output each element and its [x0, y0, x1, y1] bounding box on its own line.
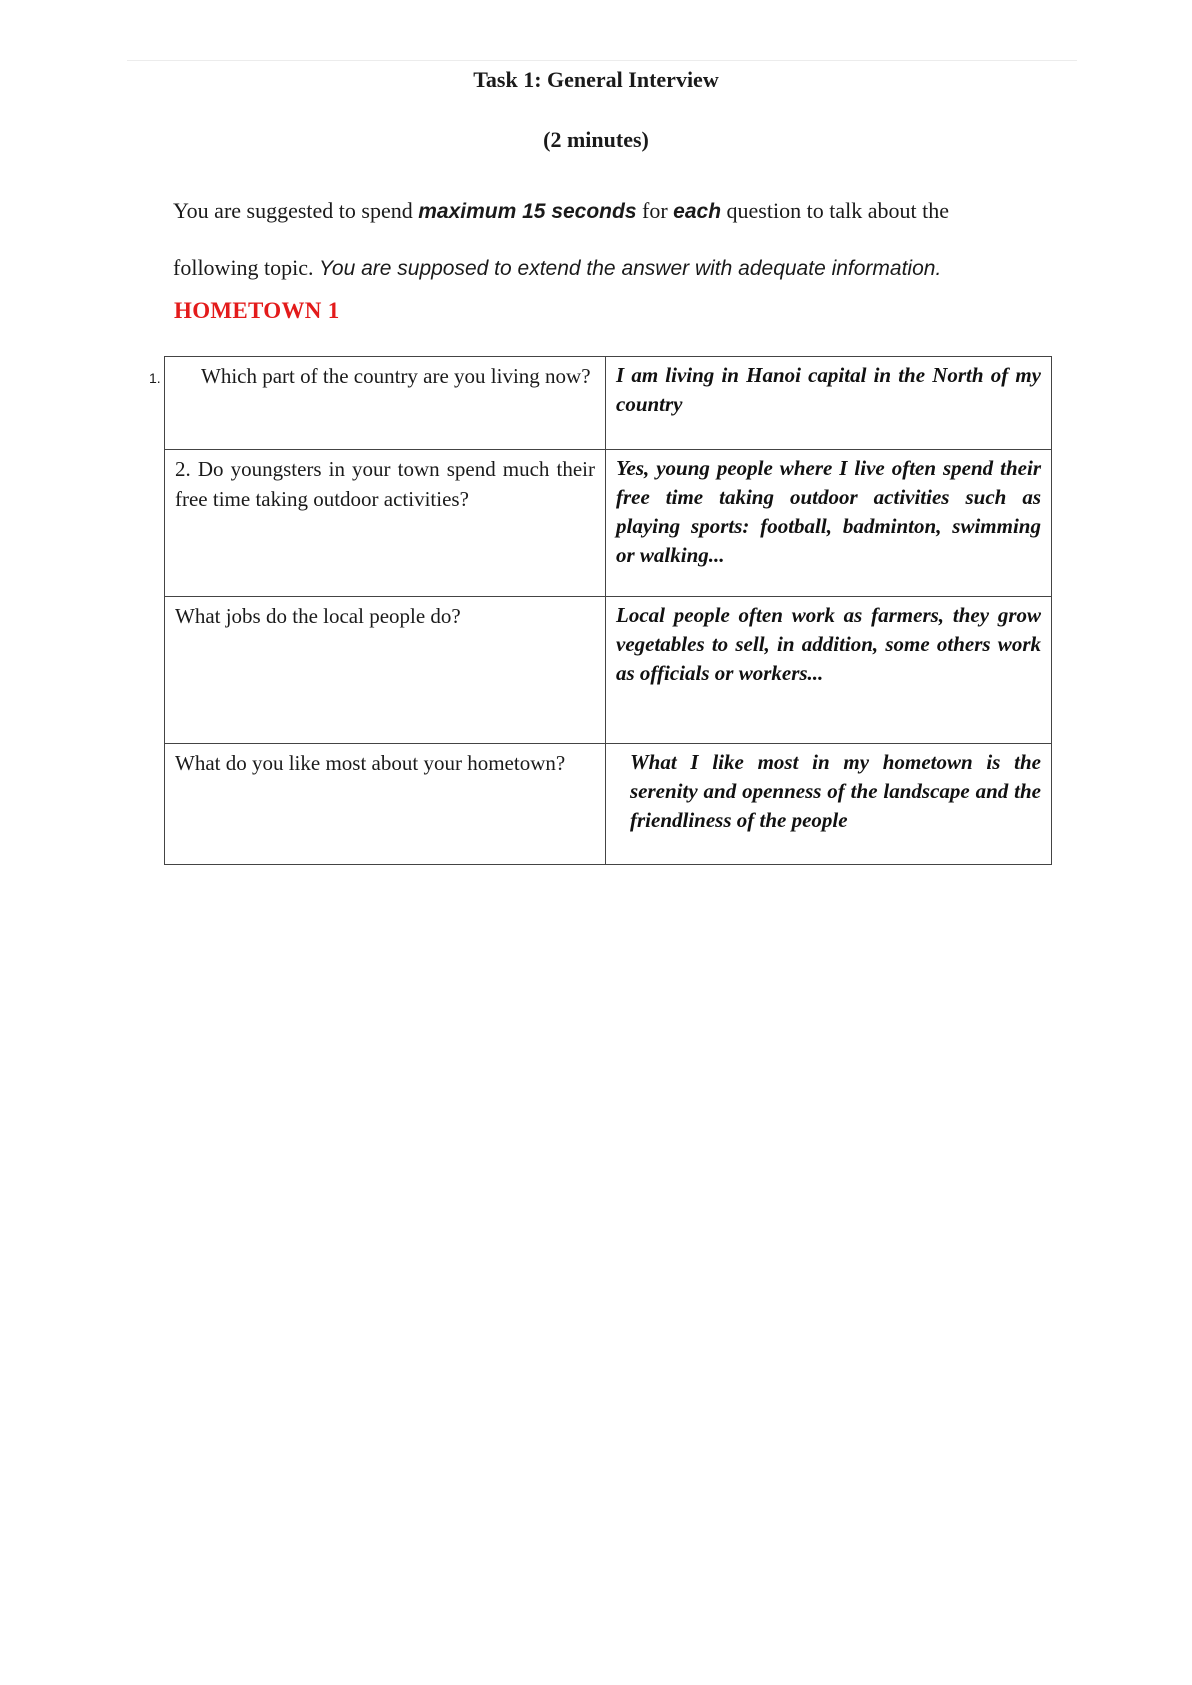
question-label: Which part of the country are you living now? [201, 364, 591, 388]
qa-table [149, 356, 1052, 865]
instructions-paragraph [173, 183, 1053, 297]
question-cell [165, 744, 606, 865]
task-title: Task 1: General Interview [473, 67, 719, 92]
question-text: What do you like most about your hometown? [175, 751, 566, 775]
question-text: 2. Do youngsters in your town spend much their free time taking outdoor activities? [175, 457, 595, 511]
instructions-emphasis-extend: You are supposed to extend the answer with adequate information. [319, 257, 942, 280]
instructions-emphasis-time: maximum 15 seconds [418, 200, 637, 223]
instructions-line-1-pre: You are suggested to spend [173, 198, 419, 223]
table-row [165, 450, 1052, 597]
question-text [149, 361, 595, 393]
question-number: 1. [149, 370, 161, 386]
table-row [165, 357, 1052, 450]
answer-text: I am living in Hanoi capital in the North of my country [616, 363, 1041, 416]
answer-cell [606, 357, 1052, 450]
instructions-line-1 [173, 183, 1053, 240]
instructions-line-1-post: question to talk about the [721, 198, 949, 223]
section-heading: HOMETOWN 1 [174, 298, 340, 323]
question-cell [149, 357, 606, 450]
top-divider [127, 60, 1077, 61]
table-row [165, 597, 1052, 744]
instructions-line-2-pre: following topic. [173, 255, 320, 280]
question-cell [165, 450, 606, 597]
instructions-line-1-mid: for [636, 198, 674, 223]
instructions-line-2 [173, 240, 1053, 297]
answer-text: Local people often work as farmers, they grow vegetables to sell, in addition, some others work as officials or workers... [616, 603, 1041, 685]
instructions-emphasis-each: each [673, 200, 722, 223]
answer-cell [606, 597, 1052, 744]
table-row [165, 744, 1052, 865]
answer-cell [606, 744, 1052, 865]
question-text: What jobs do the local people do? [175, 604, 461, 628]
answer-text: What I like most in my hometown is the serenity and openness of the landscape and the friendliness of the people [630, 750, 1041, 832]
answer-cell [606, 450, 1052, 597]
answer-text: Yes, young people where I live often spend their free time taking outdoor activities such as playing sports: football, badminton, swimming or walking... [616, 456, 1041, 567]
question-cell [165, 597, 606, 744]
task-duration: (2 minutes) [543, 127, 649, 152]
